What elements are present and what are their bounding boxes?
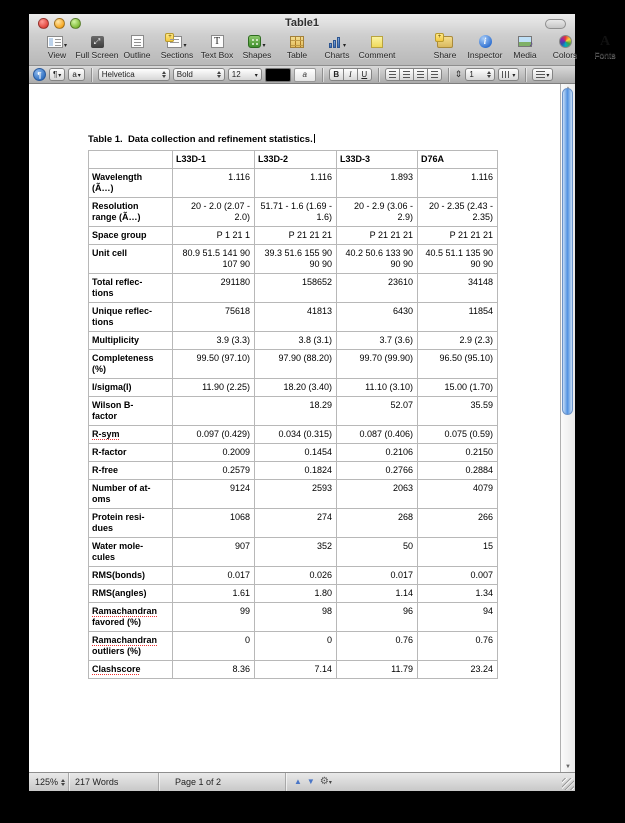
table-row (89, 538, 498, 567)
align-center-icon (403, 71, 410, 78)
table-cell[interactable]: 94 (418, 603, 498, 632)
table-row (89, 585, 498, 603)
paragraph-style-dropdown[interactable]: ¶ ▾ (49, 68, 65, 81)
table-cell[interactable]: 3.8 (3.1) (255, 332, 337, 350)
table-row (89, 245, 498, 274)
table-row (89, 350, 498, 379)
minimize-button[interactable] (54, 18, 65, 29)
table-cell[interactable]: 1.116 (255, 169, 337, 198)
word-count: 217 Words (69, 773, 159, 791)
view-button[interactable]: ▾ View (37, 33, 77, 61)
table-cell[interactable]: 1068 (173, 509, 255, 538)
text-box-icon: T (211, 35, 224, 48)
table-cell[interactable]: 8.36 (173, 661, 255, 679)
row-label-cell[interactable]: Protein resi- dues (89, 509, 173, 538)
table-cell[interactable]: 274 (255, 509, 337, 538)
row-label-cell[interactable]: R-free (89, 462, 173, 480)
colors-button[interactable]: Colors (545, 33, 585, 61)
status-bar (29, 772, 575, 791)
table-cell[interactable]: 9124 (173, 480, 255, 509)
table-cell[interactable]: 1.61 (173, 585, 255, 603)
traffic-lights (38, 18, 81, 29)
inspector-button[interactable]: i Inspector (467, 36, 503, 60)
format-bar (29, 66, 575, 84)
table-row (89, 274, 498, 303)
table-cell[interactable]: P 21 21 21 (418, 227, 498, 245)
table-cell[interactable]: 0.2106 (337, 444, 418, 462)
chevron-down-icon: ▾ (342, 43, 346, 49)
table-cell[interactable]: 41813 (255, 303, 337, 332)
table-cell[interactable]: 158652 (255, 274, 337, 303)
list-dropdown[interactable]: ▾ (532, 68, 553, 81)
table-cell[interactable]: 2.9 (2.3) (418, 332, 498, 350)
table-cell[interactable]: 0.1454 (255, 444, 337, 462)
bold-button[interactable]: B (329, 68, 344, 81)
table-row (89, 509, 498, 538)
table-cell[interactable]: 266 (418, 509, 498, 538)
media-icon (518, 36, 532, 47)
table-cell[interactable]: 1.14 (337, 585, 418, 603)
row-label-cell[interactable]: RMS(bonds) (89, 567, 173, 585)
scrollbar-thumb[interactable] (562, 88, 573, 415)
align-center-button[interactable] (399, 68, 414, 81)
table-row (89, 397, 498, 426)
table-cell[interactable]: 80.9 51.5 141 90 107 90 (173, 245, 255, 274)
header-cell[interactable]: L33D-2 (255, 151, 337, 169)
row-label-cell[interactable]: Number of at- oms (89, 480, 173, 509)
document-page[interactable] (29, 84, 560, 772)
row-label-cell[interactable]: Unique reflec- tions (89, 303, 173, 332)
inspector-icon: i (479, 35, 492, 48)
shapes-icon (248, 35, 261, 48)
table-cell[interactable]: 11854 (418, 303, 498, 332)
document-area (29, 84, 575, 772)
table-button[interactable]: Table (277, 33, 317, 61)
table-cell[interactable]: 18.20 (3.40) (255, 379, 337, 397)
italic-button[interactable]: I (343, 68, 358, 81)
table-header-row (89, 151, 498, 169)
chevron-down-icon: ▾ (262, 43, 266, 49)
table-cell[interactable]: 35.59 (418, 397, 498, 426)
table-cell[interactable]: 23.24 (418, 661, 498, 679)
paragraph-styles-icon[interactable]: ¶ (33, 68, 46, 81)
highlight-color-well[interactable]: a (294, 68, 316, 82)
align-justify-button[interactable] (427, 68, 442, 81)
table-cell[interactable]: 20 - 2.0 (2.07 - 2.0) (173, 198, 255, 227)
table-cell[interactable]: 15 (418, 538, 498, 567)
table-cell[interactable]: 96 (337, 603, 418, 632)
window-title: Table1 (284, 17, 320, 29)
table-cell[interactable]: 0.2579 (173, 462, 255, 480)
table-cell[interactable]: 39.3 51.6 155 90 90 90 (255, 245, 337, 274)
table-cell[interactable]: 0.075 (0.59) (418, 426, 498, 444)
zoom-button[interactable] (70, 18, 81, 29)
resize-grip[interactable] (562, 778, 574, 790)
main-toolbar (29, 32, 616, 65)
table-cell[interactable]: 98 (255, 603, 337, 632)
table-row (89, 198, 498, 227)
font-size-select[interactable]: 12 ▾ (228, 68, 262, 81)
row-label-cell[interactable]: Unit cell (89, 245, 173, 274)
align-justify-icon (431, 71, 438, 78)
table-cell[interactable]: 1.116 (418, 169, 498, 198)
table-cell[interactable]: 0.76 (418, 632, 498, 661)
table-cell[interactable] (173, 397, 255, 426)
table-cell[interactable]: 34148 (418, 274, 498, 303)
table-cell[interactable]: 0.1824 (255, 462, 337, 480)
table-cell[interactable]: 52.07 (337, 397, 418, 426)
table-cell[interactable]: P 21 21 21 (255, 227, 337, 245)
table-cell[interactable]: 18.29 (255, 397, 337, 426)
table-cell[interactable]: 0.017 (337, 567, 418, 585)
table-cell[interactable]: 40.5 51.1 135 90 90 90 (418, 245, 498, 274)
line-spacing-icon: ⇕ (454, 69, 463, 79)
sections-button[interactable]: + ▾ Sections (157, 33, 197, 61)
chevron-down-icon: ▾ (328, 779, 332, 786)
align-left-button[interactable] (385, 68, 400, 81)
outline-button[interactable]: Outline (117, 33, 157, 61)
table-cell[interactable]: 291180 (173, 274, 255, 303)
row-label-cell[interactable]: Multiplicity (89, 332, 173, 350)
table-row (89, 444, 498, 462)
header-cell[interactable]: D76A (418, 151, 498, 169)
row-label-cell[interactable]: Total reflec- tions (89, 274, 173, 303)
row-label-cell[interactable]: Wavelength (Ã…) (89, 169, 173, 198)
scroll-down-icon[interactable]: ▼ (565, 764, 571, 770)
table-cell[interactable]: 0.097 (0.429) (173, 426, 255, 444)
table-row (89, 169, 498, 198)
table-row (89, 303, 498, 332)
font-family-select[interactable]: Helvetica (98, 68, 170, 81)
table-cell[interactable]: 1.116 (173, 169, 255, 198)
table-cell[interactable]: 0 (255, 632, 337, 661)
table-cell[interactable]: 40.2 50.6 133 90 90 90 (337, 245, 418, 274)
text-cursor (314, 134, 315, 143)
table-cell[interactable]: 6430 (337, 303, 418, 332)
comment-icon (371, 36, 383, 48)
share-icon (437, 36, 453, 48)
table-cell[interactable]: 7.14 (255, 661, 337, 679)
comment-button[interactable]: Comment (357, 33, 397, 61)
table-cell[interactable]: P 1 21 1 (173, 227, 255, 245)
table-cell[interactable]: 0 (173, 632, 255, 661)
shapes-button[interactable]: ▾ Shapes (237, 33, 277, 61)
table-cell[interactable]: 1.893 (337, 169, 418, 198)
table-cell[interactable]: 97.90 (88.20) (255, 350, 337, 379)
table-cell[interactable]: 2593 (255, 480, 337, 509)
table-row (89, 462, 498, 480)
row-label-cell[interactable]: RMS(angles) (89, 585, 173, 603)
table-cell[interactable]: 352 (255, 538, 337, 567)
header-cell[interactable] (89, 151, 173, 169)
table-caption[interactable]: Table 1. Data collection and refinement statistics. (88, 134, 313, 145)
table-cell[interactable]: 20 - 2.35 (2.43 - 2.35) (418, 198, 498, 227)
table-cell[interactable]: 0.2150 (418, 444, 498, 462)
table-cell[interactable]: 0.2884 (418, 462, 498, 480)
fonts-icon: A (599, 34, 611, 49)
row-label-cell[interactable]: Ramachandran favored (%) (89, 603, 173, 632)
table-cell[interactable]: 0.017 (173, 567, 255, 585)
header-cell[interactable]: L33D-1 (173, 151, 255, 169)
view-icon (47, 36, 63, 48)
app-window (29, 14, 616, 791)
colors-icon (559, 35, 572, 48)
row-label-cell[interactable]: Wilson B- factor (89, 397, 173, 426)
table-row (89, 332, 498, 350)
next-page-icon[interactable]: ▼ (306, 777, 315, 786)
share-button[interactable]: + Share (425, 33, 465, 61)
table-row (89, 480, 498, 509)
sections-icon (167, 36, 182, 48)
table-row (89, 379, 498, 397)
table-icon (290, 36, 304, 48)
table-cell[interactable]: 268 (337, 509, 418, 538)
columns-icon (502, 71, 511, 78)
table-cell[interactable]: 4079 (418, 480, 498, 509)
table-cell[interactable]: 1.34 (418, 585, 498, 603)
row-label-cell[interactable]: Space group (89, 227, 173, 245)
table-cell[interactable]: 0.76 (337, 632, 418, 661)
list-icon (536, 71, 545, 78)
full-screen-button[interactable]: ⤢ Full Screen (75, 36, 119, 60)
character-style-dropdown[interactable]: a ▾ (68, 68, 84, 81)
align-right-icon (417, 71, 424, 78)
table-row (89, 632, 498, 661)
full-screen-icon: ⤢ (91, 36, 104, 48)
previous-page-icon[interactable]: ▲ (294, 777, 302, 786)
table-cell[interactable]: 99.70 (99.90) (337, 350, 418, 379)
row-label-cell[interactable]: Water mole- cules (89, 538, 173, 567)
charts-button[interactable]: ▾ Charts (317, 33, 357, 61)
table-cell[interactable]: 0.007 (418, 567, 498, 585)
table-cell[interactable]: 96.50 (95.10) (418, 350, 498, 379)
table-cell[interactable]: 2063 (337, 480, 418, 509)
title-bar[interactable] (29, 14, 575, 32)
table-cell[interactable]: 20 - 2.9 (3.06 - 2.9) (337, 198, 418, 227)
table-cell[interactable]: 0.034 (0.315) (255, 426, 337, 444)
table-row (89, 603, 498, 632)
table-row (89, 227, 498, 245)
table-cell[interactable]: 0.2766 (337, 462, 418, 480)
table-cell[interactable]: 3.9 (3.3) (173, 332, 255, 350)
table-row (89, 567, 498, 585)
columns-dropdown[interactable]: ▾ (498, 68, 519, 81)
table-row (89, 661, 498, 679)
row-label-cell[interactable]: Ramachandran outliers (%) (89, 632, 173, 661)
row-label-cell[interactable]: I/sigma(I) (89, 379, 173, 397)
outline-icon (131, 35, 144, 48)
toolbar-toggle-button[interactable] (545, 19, 566, 29)
row-label-cell[interactable]: Clashscore (89, 661, 173, 679)
table-cell[interactable]: 0.026 (255, 567, 337, 585)
align-right-button[interactable] (413, 68, 428, 81)
table-cell[interactable]: 11.90 (2.25) (173, 379, 255, 397)
zoom-stepper-icon[interactable] (61, 779, 65, 786)
table-cell[interactable]: 50 (337, 538, 418, 567)
window-chrome (29, 14, 616, 66)
table-cell[interactable]: 51.71 - 1.6 (1.69 - 1.6) (255, 198, 337, 227)
page-indicator: Page 1 of 2 (159, 773, 286, 791)
table-row (89, 426, 498, 444)
table-cell[interactable]: 75618 (173, 303, 255, 332)
vertical-scrollbar[interactable] (560, 84, 575, 772)
table-cell[interactable]: 99 (173, 603, 255, 632)
zoom-level: 125% (35, 777, 59, 787)
align-left-icon (389, 71, 396, 78)
table-cell[interactable]: 11.10 (3.10) (337, 379, 418, 397)
row-label-cell[interactable]: Completeness (%) (89, 350, 173, 379)
row-label-cell[interactable]: R-sym (89, 426, 173, 444)
table-cell[interactable]: 99.50 (97.10) (173, 350, 255, 379)
header-cell[interactable]: L33D-3 (337, 151, 418, 169)
table-cell[interactable]: 0.2009 (173, 444, 255, 462)
typeface-select[interactable]: Bold (173, 68, 225, 81)
table-cell[interactable]: 0.087 (0.406) (337, 426, 418, 444)
row-label-cell[interactable]: Resolution range (Ã…) (89, 198, 173, 227)
fonts-button[interactable]: A Fonts (594, 34, 616, 60)
row-label-cell[interactable]: R-factor (89, 444, 173, 462)
chevron-down-icon: ▾ (63, 43, 67, 49)
gear-icon[interactable]: ⚙▾ (319, 775, 332, 787)
table-cell[interactable]: 3.7 (3.6) (337, 332, 418, 350)
charts-icon (328, 36, 342, 48)
table-cell[interactable]: 15.00 (1.70) (418, 379, 498, 397)
zoom-control[interactable] (29, 773, 69, 791)
table-cell[interactable]: 907 (173, 538, 255, 567)
underline-button[interactable]: U (357, 68, 372, 81)
table-cell[interactable]: 23610 (337, 274, 418, 303)
close-button[interactable] (38, 18, 49, 29)
text-box-button[interactable]: T Text Box (200, 36, 234, 60)
table-cell[interactable]: 11.79 (337, 661, 418, 679)
table-cell[interactable]: P 21 21 21 (337, 227, 418, 245)
line-spacing-select[interactable]: 1 (465, 68, 495, 81)
statistics-table[interactable] (88, 150, 498, 679)
chevron-down-icon: ▾ (183, 43, 187, 49)
table-cell[interactable]: 1.80 (255, 585, 337, 603)
text-color-well[interactable] (265, 68, 291, 82)
media-button[interactable]: ♪ Media (505, 33, 545, 61)
